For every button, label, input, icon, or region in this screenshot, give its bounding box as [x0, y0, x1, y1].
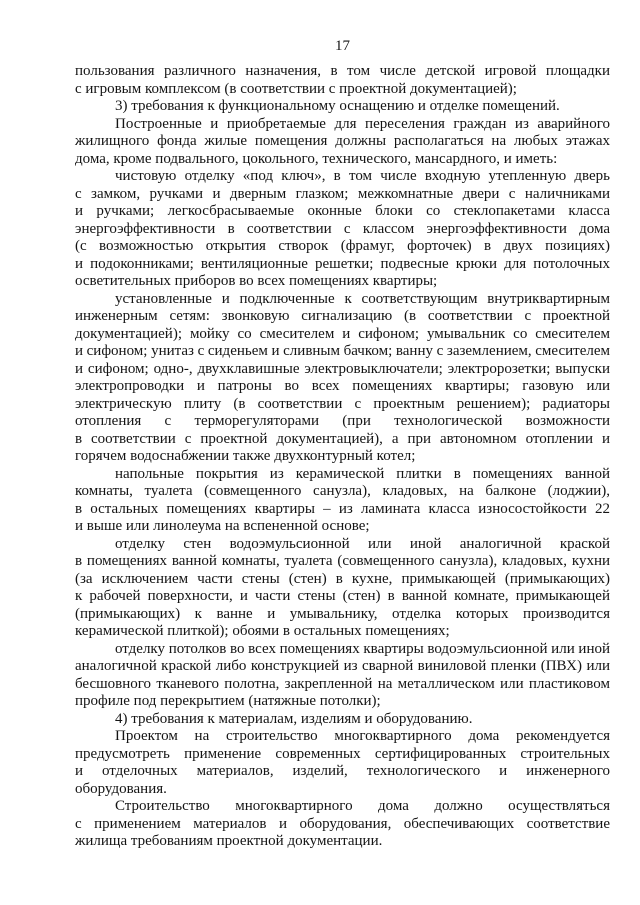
text-line: установленные и подключенные к соответствующим внутриквартирным [115, 290, 610, 307]
text-line: Проектом на строительство многоквартирного дома рекомендуется [115, 728, 610, 744]
text-line: профиле под перекрытием (натяжные потолки); [75, 693, 381, 709]
text-line: отопления с терморегуляторами (при технологической возможности [75, 413, 610, 429]
text-line: и выше или линолеума на вспененной основе; [75, 518, 370, 534]
text-line: и подоконниками; вентиляционные решетки; подвесные крюки для потолочных [75, 255, 610, 272]
paragraph-floor-coverings [75, 466, 610, 536]
text-line: жилища требованиям проектной документации. [75, 833, 383, 849]
text-line: в остальных помещениях квартиры – из ламината класса износостойкости 22 [75, 500, 610, 517]
text-line: и отделочных материалов, изделий, технологического и инженерного [75, 763, 610, 779]
paragraph-construction-materials [75, 798, 610, 851]
paragraph-playground-continuation [75, 63, 610, 98]
paragraph-installed-equipment [75, 291, 610, 466]
text-line: электропроводки и патроны во всех помещениях квартиры; газовую или [75, 378, 610, 394]
text-line: 3) требования к функциональному оснащению и отделке помещений. [115, 98, 560, 114]
text-line: бесшовного тканевого полотна, закрепленной на металлическом или пластиковом [75, 675, 610, 692]
text-line: с применением материалов и оборудования, обеспечивающих соответствие [75, 815, 610, 832]
paragraph-project-recommendation [75, 728, 610, 798]
text-line: 4) требования к материалам, изделиям и оборудованию. [115, 710, 473, 727]
text-line: Строительство многоквартирного дома должно осуществляться [115, 798, 610, 814]
text-line: в соответствии с проектной документацией), а при автономном отоплении и [75, 430, 610, 447]
document-body [75, 63, 610, 851]
text-line: горячем водоснабжении также двухконтурный котел; [75, 448, 416, 464]
text-line: и ручками; легкосбрасываемые оконные блоки со стеклопакетами класса [75, 203, 610, 219]
text-line: осветительных приборов во всех помещениях квартиры; [75, 273, 438, 289]
text-line: и сифоном; унитаз с сиденьем и сливным бачком; ванну с заземлением, смесителем [75, 343, 610, 359]
text-line: с игровым комплексом (в соответствии с проектной документацией); [75, 80, 517, 97]
text-line: чистовую отделку «под ключ», в том числе входную утепленную дверь [115, 168, 610, 184]
text-line: электрическую плиту (в соответствии с проектным решением); радиаторы [75, 395, 610, 412]
text-line: напольные покрытия из керамической плитки в помещениях ванной [115, 465, 610, 482]
text-line: оборудования. [75, 780, 167, 797]
text-line: с замком, ручками и дверным глазком; межкомнатные двери с наличниками [75, 185, 610, 202]
text-line: (примыкающих) к ванне и умывальнику, отделка которых производится [75, 605, 610, 622]
text-line: энергоэффективности в соответствии с классом энергоэффективности дома [75, 220, 610, 237]
text-line: пользования различного назначения, в том числе детской игровой площадки [75, 63, 610, 79]
paragraph-housing-requirements [75, 116, 610, 169]
text-line: документацией); мойку со смесителем и сифоном; умывальник со смесителем [75, 325, 610, 342]
text-line: и сифоном; одно-, двухклавишные электровыключатели; электророзетки; выпуски [75, 360, 610, 377]
text-line: инженерным сетям: звонковую сигнализацию (в соответствии с проектной [75, 308, 610, 324]
text-line: керамической плиткой); обоями в остальных помещениях; [75, 623, 450, 639]
text-line: отделку стен водоэмульсионной или иной аналогичной краской [115, 535, 610, 552]
list-heading-item-3 [75, 98, 610, 116]
text-line: (с возможностью открытия створок (фрамуг, форточек) в двух позициях) [75, 238, 610, 254]
text-line: комнаты, туалета (совмещенного санузла), кладовых, на балконе (лоджии), [75, 483, 610, 499]
paragraph-wall-finishing [75, 536, 610, 641]
page-number: 17 [335, 38, 350, 54]
paragraph-finishing-turnkey [75, 168, 610, 291]
text-line: предусмотреть применение современных сертифицированных строительных [75, 745, 610, 762]
paragraph-ceiling-finishing [75, 641, 610, 711]
text-line: в помещениях ванной комнаты, туалета (совмещенного санузла), кладовых, кухни [75, 553, 610, 569]
text-line: Построенные и приобретаемые для переселения граждан из аварийного [115, 115, 610, 132]
text-line: (за исключением части стены (стен) в кухне, примыкающей (примыкающих) [75, 570, 610, 587]
text-line: жилищного фонда жилые помещения должны располагаться на любых этажах [75, 133, 610, 149]
text-line: аналогичной краской либо конструкцией из сварной виниловой пленки (ПВХ) или [75, 658, 610, 674]
list-heading-item-4 [75, 711, 610, 729]
text-line: отделку потолков во всех помещениях квартиры водоэмульсионной или иной [115, 640, 610, 657]
text-line: дома, кроме подвального, цокольного, технического, мансардного, и иметь: [75, 150, 558, 167]
text-line: к рабочей поверхности, и части стены (стен) в ванной комнате, примыкающей [75, 588, 610, 604]
